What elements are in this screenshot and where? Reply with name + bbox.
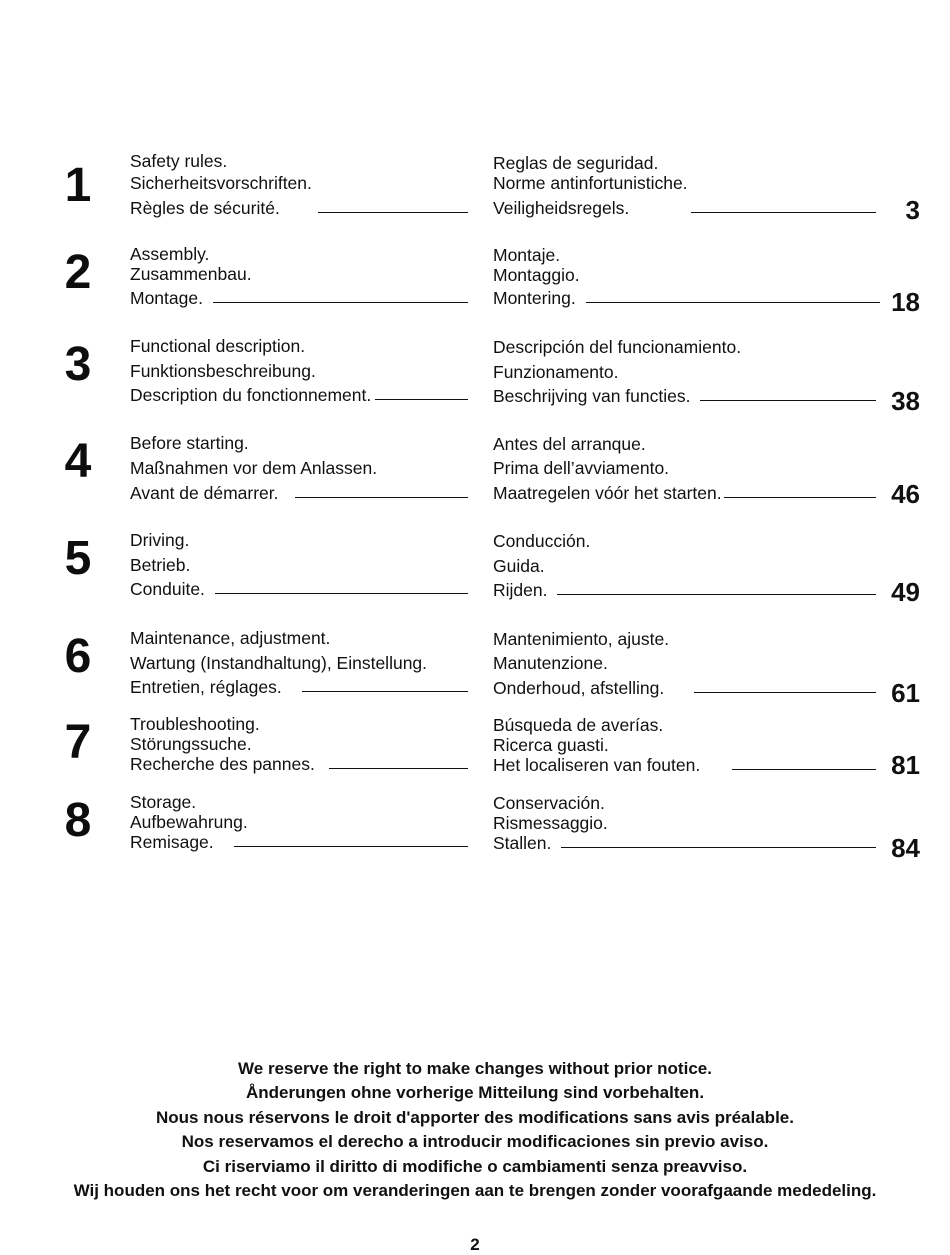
entry-text-de: Betrieb. bbox=[130, 555, 191, 575]
entry-text-nl: Stallen. bbox=[493, 833, 552, 853]
toc-section-5 bbox=[0, 531, 950, 627]
entry-text-es: Mantenimiento, ajuste. bbox=[493, 629, 670, 649]
toc-entry bbox=[493, 174, 878, 193]
toc-section-4 bbox=[0, 434, 950, 530]
entry-text-es: Búsqueda de averías. bbox=[493, 715, 664, 735]
section-number: 8 bbox=[64, 794, 92, 847]
entry-text-it: Montaggio. bbox=[493, 265, 580, 285]
entry-text-es: Descripción del funcionamiento. bbox=[493, 337, 742, 357]
toc-entry bbox=[493, 459, 878, 478]
entry-text-de: Zusammenbau. bbox=[130, 264, 252, 284]
toc-entry-leader bbox=[493, 387, 878, 406]
entry-text-fr: Entretien, réglages. bbox=[130, 677, 282, 697]
toc-entry bbox=[493, 266, 878, 285]
page-reference: 61 bbox=[891, 678, 920, 708]
toc-entry-leader bbox=[130, 833, 468, 852]
entry-text-nl: Beschrijving van functies. bbox=[493, 386, 691, 406]
toc-entry-leader bbox=[130, 678, 468, 697]
toc-entry bbox=[493, 630, 878, 649]
entry-text-es: Montaje. bbox=[493, 245, 561, 265]
notice-line-en: We reserve the right to make changes without prior notice. bbox=[238, 1059, 712, 1078]
toc-entry bbox=[493, 654, 878, 673]
toc-entry bbox=[130, 715, 468, 734]
entry-text-it: Manutenzione. bbox=[493, 653, 608, 673]
toc-entry bbox=[130, 245, 468, 264]
entry-text-en: Driving. bbox=[130, 530, 190, 550]
toc-entry bbox=[493, 814, 878, 833]
entry-text-it: Funzionamento. bbox=[493, 362, 619, 382]
page-number: 2 bbox=[470, 1235, 480, 1254]
toc-entry-leader bbox=[493, 679, 878, 698]
entry-text-es: Conservación. bbox=[493, 793, 605, 813]
entry-text-de: Wartung (Instandhaltung), Einstellung. bbox=[130, 653, 428, 673]
entry-text-it: Norme antinfortunistiche. bbox=[493, 173, 688, 193]
entry-text-nl: Onderhoud, afstelling. bbox=[493, 678, 665, 698]
toc-entry bbox=[493, 736, 878, 755]
toc-section-3 bbox=[0, 337, 950, 433]
section-number: 5 bbox=[64, 532, 92, 585]
leader-line bbox=[215, 593, 468, 594]
toc-entry-leader bbox=[130, 484, 468, 503]
section-number: 2 bbox=[64, 246, 92, 299]
notice-line-nl: Wij houden ons het recht voor om veranderingen aan te brengen zonder voorafgaande mededeling. bbox=[73, 1181, 877, 1201]
disclaimer-notice bbox=[30, 1057, 920, 1203]
entry-text-en: Assembly. bbox=[130, 244, 210, 264]
entry-text-it: Ricerca guasti. bbox=[493, 735, 609, 755]
toc-entry-leader bbox=[130, 199, 468, 218]
notice-line-es: Nos reservamos el derecho a introducir modificaciones sin previo aviso. bbox=[181, 1132, 769, 1152]
leader-line bbox=[694, 692, 876, 693]
leader-line bbox=[557, 594, 876, 595]
entry-text-it: Prima dell’avviamento. bbox=[493, 458, 670, 478]
leader-line bbox=[234, 846, 468, 847]
page-reference: 3 bbox=[905, 195, 920, 225]
page-reference: 84 bbox=[891, 833, 920, 863]
section-number: 1 bbox=[64, 159, 92, 212]
toc-entry bbox=[130, 735, 468, 754]
entry-text-en: Troubleshooting. bbox=[130, 714, 260, 734]
toc-entry-leader bbox=[130, 755, 468, 774]
toc-entry bbox=[493, 557, 878, 576]
notice-line-fr: Nous nous réservons le droit d'apporter des modifications sans avis préalable. bbox=[156, 1107, 794, 1127]
entry-text-en: Maintenance, adjustment. bbox=[130, 628, 331, 648]
page-reference: 81 bbox=[891, 750, 920, 780]
toc-entry-leader bbox=[493, 756, 878, 775]
toc-entry bbox=[493, 246, 878, 265]
entry-text-en: Functional description. bbox=[130, 336, 306, 356]
entry-text-fr: Remisage. bbox=[130, 832, 214, 852]
toc-entry bbox=[493, 716, 878, 735]
toc-entry-leader bbox=[493, 581, 878, 600]
toc-entry bbox=[130, 813, 468, 832]
entry-text-fr: Montage. bbox=[130, 288, 203, 308]
leader-line bbox=[318, 212, 468, 213]
toc-section-8 bbox=[0, 793, 950, 889]
toc-entry bbox=[493, 154, 878, 173]
leader-line bbox=[375, 399, 468, 400]
entry-text-nl: Montering. bbox=[493, 288, 576, 308]
toc-entry bbox=[493, 435, 878, 454]
toc-entry bbox=[493, 794, 878, 813]
toc-entry-leader bbox=[130, 580, 468, 599]
entry-text-nl: Veiligheidsregels. bbox=[493, 198, 630, 218]
toc-entry bbox=[130, 362, 468, 381]
entry-text-de: Funktionsbeschreibung. bbox=[130, 361, 316, 381]
section-number: 3 bbox=[64, 338, 92, 391]
entry-text-de: Sicherheitsvorschriften. bbox=[130, 173, 312, 193]
entry-text-de: Störungssuche. bbox=[130, 734, 252, 754]
entry-text-nl: Rijden. bbox=[493, 580, 548, 600]
page-reference: 49 bbox=[891, 577, 920, 607]
toc-entry bbox=[130, 654, 468, 673]
toc-section-6 bbox=[0, 629, 950, 725]
entry-text-it: Guida. bbox=[493, 556, 545, 576]
entry-text-fr: Règles de sécurité. bbox=[130, 198, 280, 218]
section-number: 4 bbox=[64, 435, 92, 488]
entry-text-fr: Conduite. bbox=[130, 579, 205, 599]
toc-entry-leader bbox=[130, 289, 468, 308]
toc-entry bbox=[130, 459, 468, 478]
leader-line bbox=[329, 768, 468, 769]
toc-entry bbox=[130, 337, 468, 356]
entry-text-es: Antes del arranque. bbox=[493, 434, 646, 454]
leader-line bbox=[561, 847, 876, 848]
entry-text-es: Conducción. bbox=[493, 531, 591, 551]
section-number: 7 bbox=[64, 716, 92, 769]
entry-text-fr: Avant de démarrer. bbox=[130, 483, 279, 503]
entry-text-it: Rismessaggio. bbox=[493, 813, 608, 833]
toc-entry bbox=[493, 338, 878, 357]
leader-line bbox=[732, 769, 876, 770]
leader-line bbox=[295, 497, 468, 498]
toc-entry bbox=[130, 531, 468, 550]
entry-text-de: Aufbewahrung. bbox=[130, 812, 248, 832]
toc-entry bbox=[493, 532, 878, 551]
toc-entry bbox=[130, 265, 468, 284]
toc-section-2 bbox=[0, 245, 950, 341]
toc-entry bbox=[130, 556, 468, 575]
page-reference: 46 bbox=[891, 479, 920, 509]
toc-entry bbox=[130, 434, 468, 453]
entry-text-fr: Recherche des pannes. bbox=[130, 754, 315, 774]
leader-line bbox=[724, 497, 876, 498]
entry-text-de: Maßnahmen vor dem Anlassen. bbox=[130, 458, 378, 478]
toc-entry bbox=[493, 363, 878, 382]
toc-entry-leader bbox=[493, 484, 878, 503]
entry-text-en: Before starting. bbox=[130, 433, 249, 453]
section-number: 6 bbox=[64, 630, 92, 683]
notice-line-it: Ci riserviamo il diritto di modifiche o cambiamenti senza preavviso. bbox=[202, 1156, 748, 1176]
leader-line bbox=[213, 302, 468, 303]
toc-section-1 bbox=[0, 152, 950, 248]
entry-text-nl: Het localiseren van fouten. bbox=[493, 755, 701, 775]
page-reference: 18 bbox=[891, 287, 920, 317]
toc-entry bbox=[130, 629, 468, 648]
toc-entry bbox=[130, 793, 468, 812]
leader-line bbox=[700, 400, 876, 401]
toc-entry-leader bbox=[130, 386, 468, 405]
toc-entry-leader bbox=[493, 289, 878, 308]
entry-text-en: Safety rules. bbox=[130, 151, 228, 171]
entry-text-es: Reglas de seguridad. bbox=[493, 153, 659, 173]
toc-entry bbox=[130, 152, 468, 171]
leader-line bbox=[691, 212, 876, 213]
toc-entry bbox=[130, 174, 468, 193]
leader-line bbox=[302, 691, 468, 692]
toc-entry-leader bbox=[493, 199, 878, 218]
entry-text-en: Storage. bbox=[130, 792, 197, 812]
leader-line bbox=[586, 302, 880, 303]
notice-line-de: Ånderungen ohne vorherige Mitteilung sind vorbehalten. bbox=[245, 1083, 705, 1103]
toc-entry-leader bbox=[493, 834, 878, 853]
page-reference: 38 bbox=[891, 386, 920, 416]
entry-text-nl: Maatregelen vóór het starten. bbox=[493, 483, 722, 503]
entry-text-fr: Description du fonctionnement. bbox=[130, 385, 372, 405]
